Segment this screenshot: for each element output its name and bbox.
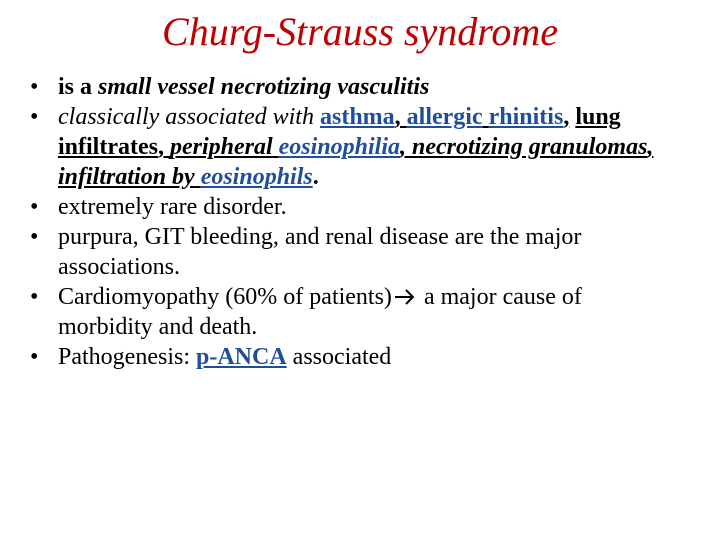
slide-title: Churg-Strauss syndrome	[162, 9, 558, 54]
bullet-item-definition: • is a small vessel necrotizing vasculitis	[30, 74, 430, 100]
link-asthma[interactable]: asthma	[319, 104, 395, 130]
link-rhinitis[interactable]: rhinitis	[488, 104, 564, 130]
link-eosinophilia[interactable]: eosinophilia	[278, 134, 401, 160]
text-necrotizing-granulomas: necrotizing granulomas	[412, 134, 648, 160]
bullet-list	[30, 72, 680, 372]
bullet-item-cardiomyopathy: • Cardiomyopathy (60% of patients) a major cause of morbidity and death.	[30, 284, 582, 340]
arrow-right-icon	[394, 288, 416, 306]
text-peripheral: peripheral	[169, 134, 273, 160]
link-p-anca[interactable]: p-ANCA	[196, 344, 287, 370]
bullet-icon: •	[30, 74, 39, 100]
bullet-icon: •	[30, 284, 39, 310]
bullet-icon: •	[30, 344, 39, 370]
bullet-icon: •	[30, 194, 39, 220]
bullet-item-major-associations: • purpura, GIT bleeding, and renal disease are the major associations.	[30, 224, 582, 280]
bullet-icon: •	[30, 104, 39, 130]
bullet-item-rarity: • extremely rare disorder.	[30, 194, 287, 220]
link-eosinophils[interactable]: eosinophils	[200, 164, 313, 190]
link-allergic[interactable]: allergic	[406, 104, 483, 130]
bullet-item-pathogenesis: • Pathogenesis: p-ANCA associated	[30, 344, 392, 370]
text-infiltration-by: infiltration by	[58, 164, 195, 190]
bullet-item-associations: • classically associated with asthma, allergic rhinitis, lung infiltrates, peripheral eosinophilia, necrotizing granulomas, infiltration by eosinophils.	[30, 104, 654, 190]
text-lung-infiltrates: lung infiltrates	[58, 104, 621, 160]
bullet-icon: •	[30, 224, 39, 250]
